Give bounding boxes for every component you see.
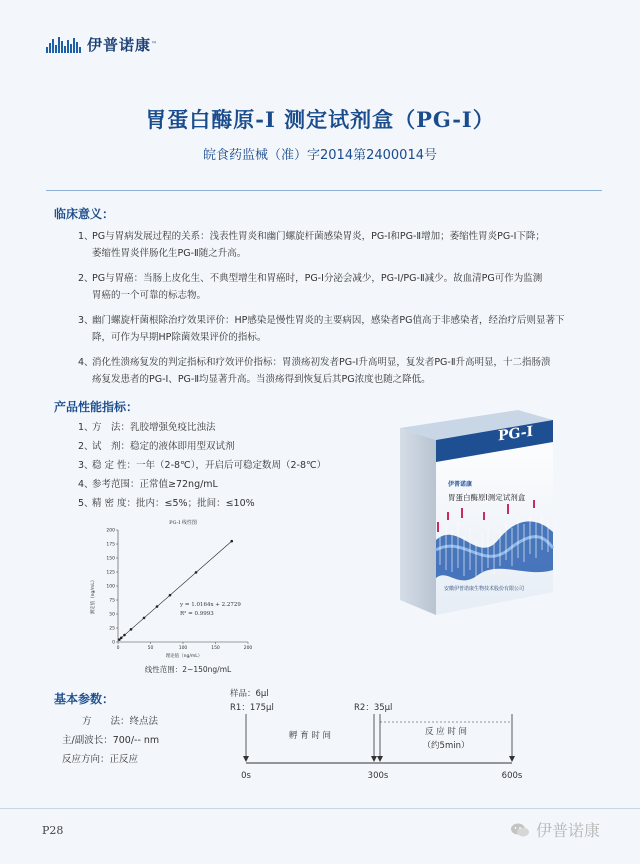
chart-y-tick-label: 75 bbox=[109, 598, 115, 604]
page-number: P28 bbox=[42, 824, 64, 837]
timeline-r2: R2：35μl bbox=[354, 703, 393, 713]
timeline-incubation: 孵 育 时 间 bbox=[288, 731, 332, 741]
clinical-item-text: 疡复发患者的PG-Ⅰ、PG-Ⅱ均显著升高。当溃疡得到恢复后其PG浓度也随之降低。 bbox=[92, 374, 431, 385]
timeline-sample: 样品：6μl bbox=[230, 689, 269, 699]
performance-item-text: 精 密 度：批内：≤5%；批间：≤10% bbox=[92, 498, 255, 509]
performance-list bbox=[78, 418, 398, 513]
brand-name: 伊普诺康 bbox=[87, 36, 152, 54]
basic-list bbox=[62, 712, 232, 769]
timeline-arrow-icon bbox=[377, 756, 383, 762]
chart-point bbox=[120, 637, 123, 640]
page-title: 胃蛋白酶原-I 测定试剂盒（PG-I） bbox=[145, 107, 495, 132]
product-box-image bbox=[388, 400, 558, 625]
chart-point bbox=[123, 634, 126, 637]
registration-number: 皖食药监械（准）字2014第2400014号 bbox=[203, 148, 437, 163]
clinical-item-number: 1、 bbox=[78, 231, 94, 242]
chart-point bbox=[169, 594, 172, 597]
chart-point bbox=[156, 605, 159, 608]
footer-divider bbox=[0, 808, 640, 809]
performance-heading: 产品性能指标： bbox=[54, 400, 139, 414]
chart-x-tick-label: 200 bbox=[243, 646, 253, 651]
basic-item: 方 法：终点法 bbox=[82, 716, 159, 727]
clinical-item bbox=[78, 354, 608, 388]
box-product-name: 胃蛋白酶原Ⅰ测定试剂盒 bbox=[448, 493, 526, 502]
brand-tm: ™ bbox=[151, 41, 158, 48]
performance-item-text: 稳 定 性：一年（2-8℃），开启后可稳定数周（2-8℃） bbox=[92, 460, 327, 471]
timeline-reaction-note: （约5min） bbox=[422, 741, 470, 751]
chart-x-tick-label: 100 bbox=[178, 646, 188, 651]
box-brand: 伊普诺康 bbox=[448, 481, 473, 488]
clinical-item-text: PG与胃癌：当肠上皮化生、不典型增生和胃癌时，PG-Ⅰ分泌会减少，PG-Ⅰ/PG-Ⅱ减少。故血清PG可作为监测 bbox=[92, 273, 543, 284]
chart-y-tick-label: 50 bbox=[109, 612, 115, 618]
performance-item-number: 2、 bbox=[78, 441, 94, 452]
wechat-icon bbox=[510, 822, 530, 838]
clinical-item-number: 4、 bbox=[78, 357, 94, 368]
chart-y-tick-label: 175 bbox=[106, 542, 115, 548]
chart-point bbox=[195, 571, 198, 574]
box-company: 安徽伊普诺康生物技术股份有限公司 bbox=[444, 586, 525, 592]
basic-item: 主/副波长：700/-- nm bbox=[62, 735, 160, 746]
clinical-item-text: 萎缩性胃炎伴肠化生PG-Ⅱ随之升高。 bbox=[92, 248, 247, 259]
performance-item bbox=[78, 494, 398, 513]
chart-point bbox=[130, 628, 133, 631]
performance-item bbox=[78, 456, 398, 475]
chart-r2: R² = 0.9993 bbox=[180, 611, 214, 617]
timeline-r1: R1：175μl bbox=[230, 703, 274, 713]
performance-item-number: 5、 bbox=[78, 498, 94, 509]
chart-range-note: 线性范围：2~150ng/mL bbox=[144, 665, 232, 674]
linearity-chart bbox=[88, 516, 258, 686]
performance-item-text: 方 法：乳胶增强免疫比浊法 bbox=[92, 422, 216, 433]
chart-point bbox=[143, 617, 146, 620]
clinical-item-text: 消化性溃疡复发的判定指标和疗效评价指标：胃溃疡初发者PG-Ⅰ升高明显，复发者PG-Ⅱ升高明显，十二指肠溃 bbox=[92, 357, 551, 368]
chart-x-tick-label: 150 bbox=[211, 646, 220, 651]
chart-y-tick-label: 150 bbox=[106, 556, 115, 562]
chart-xlabel: 理论值（ng/mL） bbox=[165, 654, 203, 659]
timeline-arrow-icon bbox=[243, 756, 249, 762]
clinical-item-number: 3、 bbox=[78, 315, 94, 326]
performance-item-number: 3、 bbox=[78, 460, 94, 471]
chart-fit-line bbox=[119, 541, 231, 639]
box-label: PG-I bbox=[498, 423, 534, 445]
chart-y-tick-label: 125 bbox=[106, 570, 115, 576]
chart-title: PG-I 线性图 bbox=[169, 520, 197, 526]
timeline-t0: 0s bbox=[241, 771, 251, 781]
brand-logo bbox=[46, 34, 157, 55]
clinical-item-text: 降，可作为早期HP除菌效果评价的指标。 bbox=[92, 332, 267, 343]
chart-point bbox=[118, 638, 121, 641]
clinical-heading: 临床意义： bbox=[54, 207, 115, 221]
basic-heading: 基本参数： bbox=[54, 692, 115, 706]
chart-y-tick-label: 200 bbox=[106, 528, 115, 534]
basic-item: 反应方向：正反应 bbox=[62, 754, 139, 765]
watermark bbox=[510, 818, 600, 841]
chart-y-tick-label: 25 bbox=[109, 626, 115, 632]
timeline-arrow-icon bbox=[509, 756, 515, 762]
chart-ylabel: 测定值（ng/mL） bbox=[91, 577, 96, 615]
watermark-text: 伊普诺康 bbox=[536, 821, 601, 840]
chart-y-tick-label: 100 bbox=[106, 584, 115, 590]
chart-y-tick-label: 0 bbox=[112, 640, 115, 646]
chart-equation: y = 1.0164x + 2.2729 bbox=[180, 602, 241, 608]
performance-item bbox=[78, 418, 398, 437]
performance-item bbox=[78, 475, 398, 494]
timeline-reaction: 反 应 时 间 bbox=[424, 727, 468, 737]
clinical-list bbox=[78, 228, 608, 388]
timeline-t1: 300s bbox=[367, 771, 389, 781]
chart-x-tick-label: 50 bbox=[147, 646, 154, 651]
divider bbox=[46, 190, 602, 191]
performance-item-number: 1、 bbox=[78, 422, 94, 433]
clinical-item bbox=[78, 228, 608, 262]
clinical-item-number: 2、 bbox=[78, 273, 94, 284]
clinical-item-text: 胃癌的一个可靠的标志物。 bbox=[92, 290, 207, 301]
clinical-item bbox=[78, 270, 608, 304]
clinical-item bbox=[78, 312, 608, 346]
clinical-item-text: PG与胃病发展过程的关系：浅表性胃炎和幽门螺旋杆菌感染胃炎，PG-Ⅰ和PG-Ⅱ增加；萎缩性胃炎PG-Ⅰ下降； bbox=[92, 231, 545, 242]
timeline-arrow-icon bbox=[371, 756, 377, 762]
chart-point bbox=[230, 540, 233, 543]
reaction-timeline bbox=[226, 686, 536, 786]
logo-bars-icon bbox=[46, 37, 81, 53]
performance-item-text: 试 剂：稳定的液体即用型双试剂 bbox=[92, 441, 235, 452]
clinical-item-text: 幽门螺旋杆菌根除治疗效果评价：HP感染是慢性胃炎的主要病因，感染者PG值高于非感染者，经治疗后则显著下 bbox=[92, 315, 565, 326]
performance-item-number: 4、 bbox=[78, 479, 94, 490]
performance-item-text: 参考范围：正常值≥72ng/mL bbox=[92, 479, 218, 490]
chart-x-tick-label: 0 bbox=[116, 646, 120, 651]
performance-item bbox=[78, 437, 398, 456]
timeline-t2: 600s bbox=[501, 771, 523, 781]
